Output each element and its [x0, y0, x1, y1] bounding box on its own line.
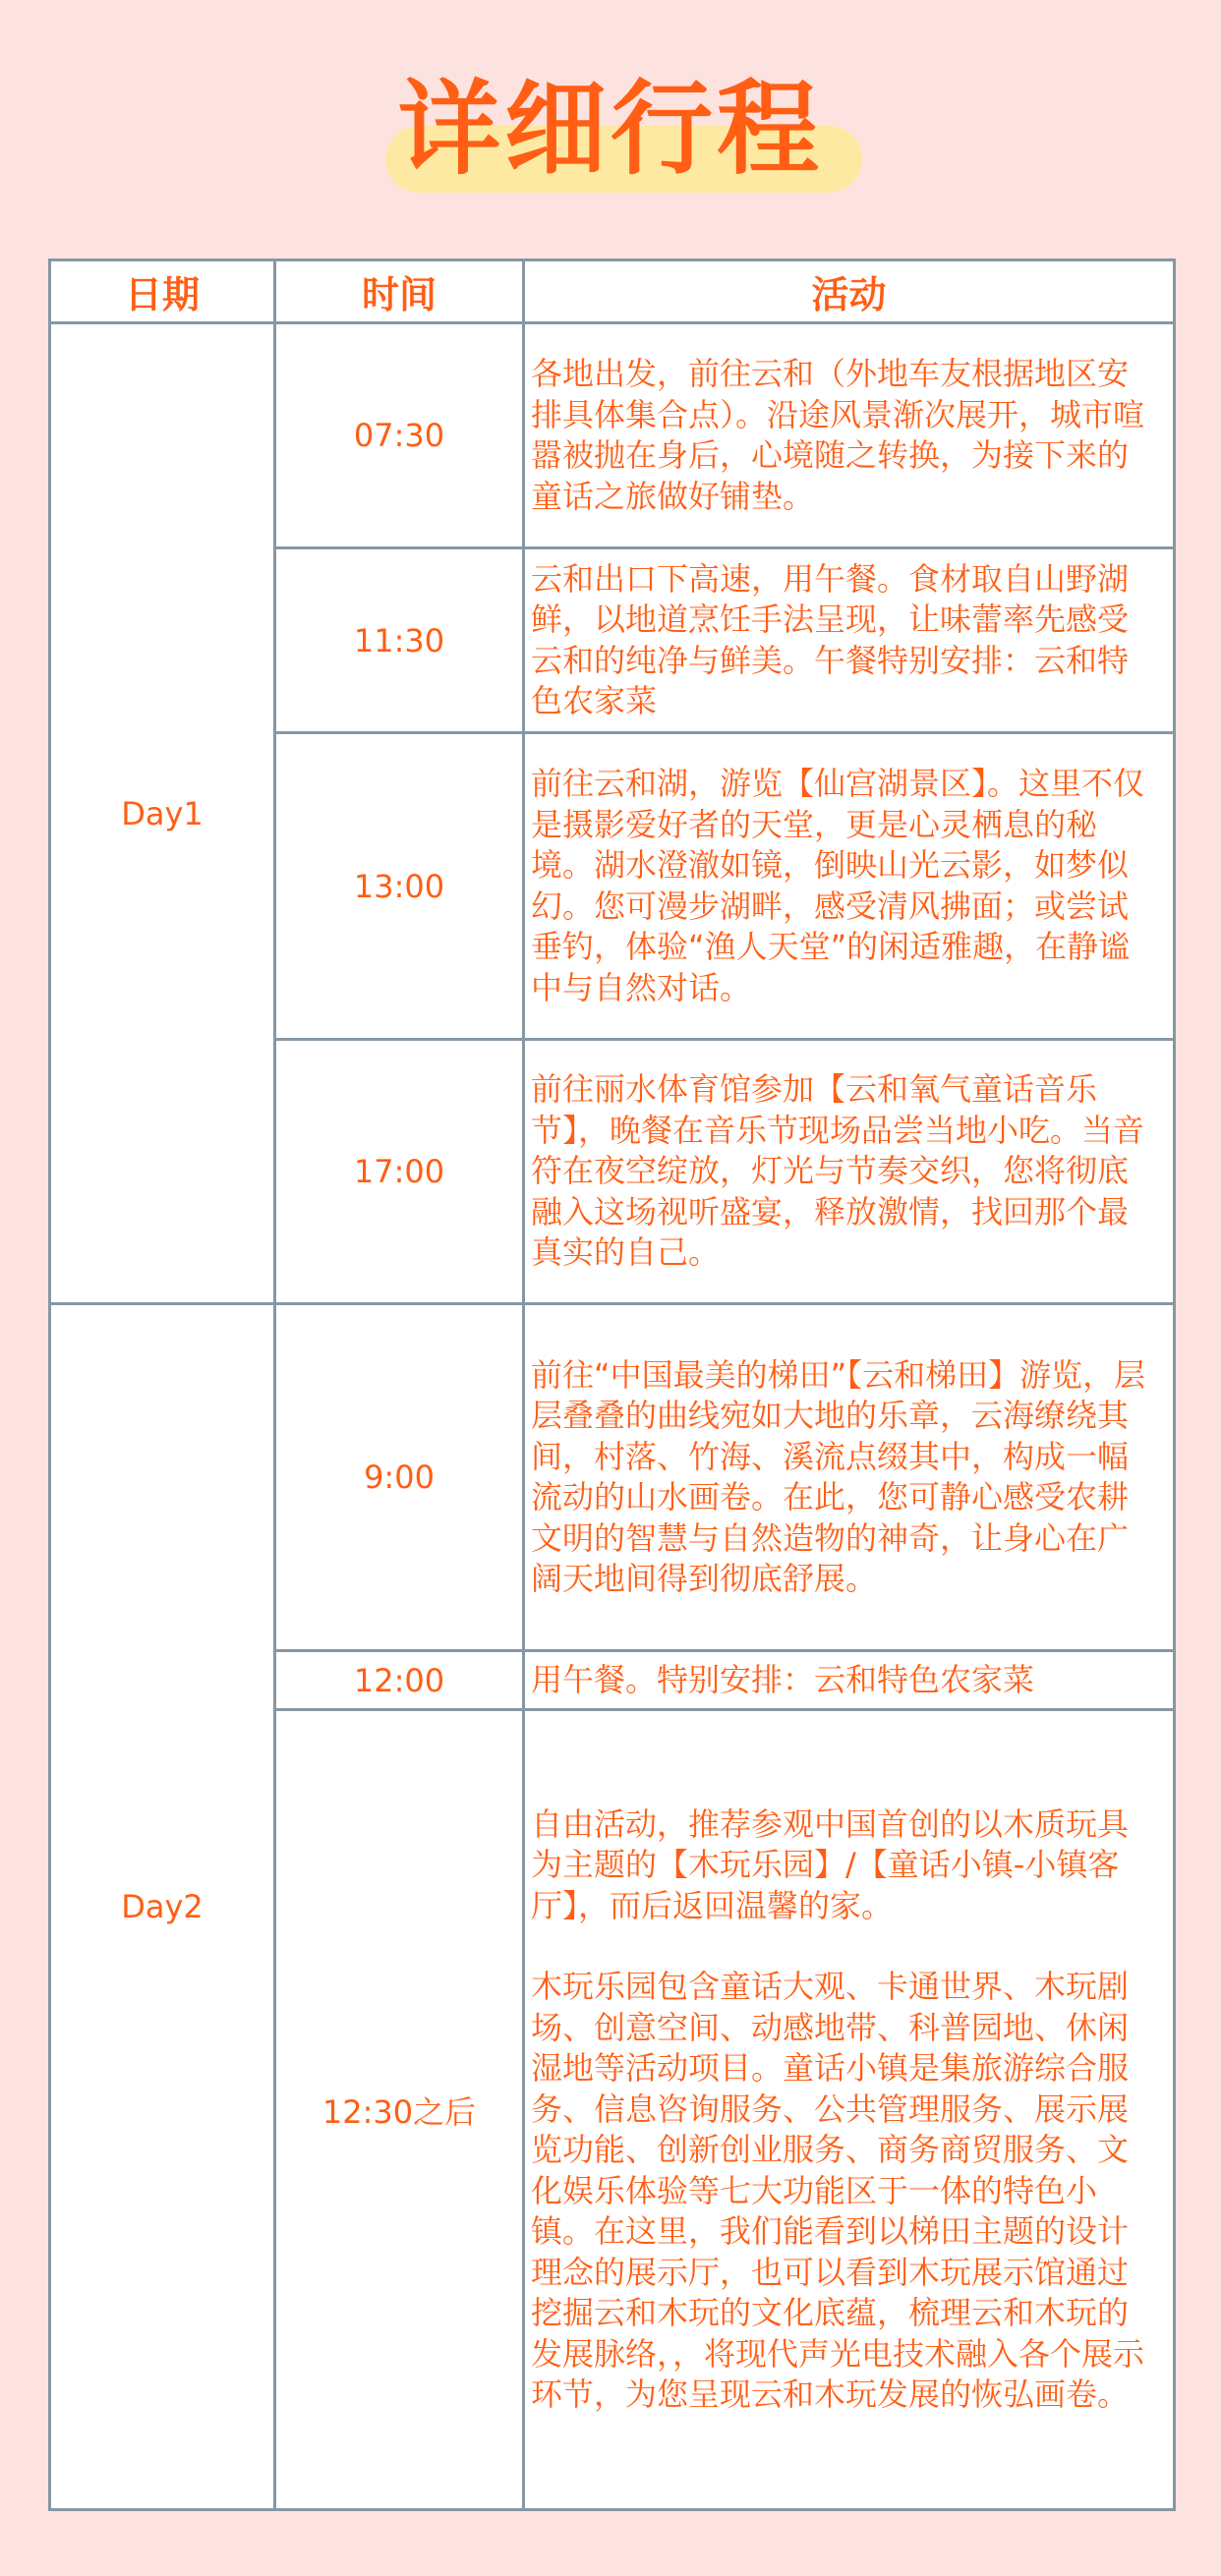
table-header-row — [50, 260, 1175, 323]
day-cell-day2: Day2 — [50, 1304, 275, 2510]
time-cell: 11:30 — [275, 548, 524, 733]
activity-text: 木玩乐园包含童话大观、卡通世界、木玩剧场、创意空间、动感地带、科普园地、休闲湿地等活动项目。童话小镇是集旅游综合服务、信息咨询服务、公共管理服务、展示展览功能、创新创业服务、商务商贸服务、文化娱乐体验等七大功能区于一体的特色小镇。在这里，我们能看到以梯田主题的设计理念的展示厅，也可以看到木玩展示馆通过挖掘云和木玩的文化底蕴，梳理云和木玩的发展脉络，，将现代声光电技术融入各个展示环节，为您呈现云和木玩发展的恢弘画卷。 — [531, 1968, 1145, 2413]
activity-text: 各地出发，前往云和（外地车友根据地区安排具体集合点）。沿途风景渐次展开，城市喧嚣被抛在身后，心境随之转换，为接下来的童话之旅做好铺垫。 — [531, 355, 1145, 515]
activity-cell — [524, 733, 1175, 1040]
table-row — [50, 323, 1175, 548]
activity-cell — [524, 1040, 1175, 1304]
time-cell: 12:00 — [275, 1651, 524, 1710]
activity-text: 自由活动，推荐参观中国首创的以木质玩具为主题的【木玩乐园】/【童话小镇-小镇客厅】，而后返回温馨的家。 — [531, 1804, 1130, 1924]
header-date: 日期 — [50, 260, 275, 323]
activity-text: 前往云和湖，游览【仙宫湖景区】。这里不仅是摄影爱好者的天堂，更是心灵栖息的秘境。湖水澄澈如镜，倒映山光云影，如梦似幻。您可漫步湖畔，感受清风拂面；或尝试垂钓，体验“渔人天堂”的闲适雅趣，在静谧中与自然对话。 — [531, 765, 1145, 1006]
activity-cell — [524, 548, 1175, 733]
activity-text: 前往“中国最美的梯田”【云和梯田】游览，层层叠叠的曲线宛如大地的乐章，云海缭绕其间，村落、竹海、溪流点缀其中，构成一幅流动的山水画卷。在此，您可静心感受农耕文明的智慧与自然造物的神奇，让身心在广阔天地间得到彻底舒展。 — [531, 1355, 1146, 1597]
time-cell: 07:30 — [275, 323, 524, 548]
itinerary-table — [48, 258, 1176, 2511]
activity-text: 用午餐。特别安排：云和特色农家菜 — [531, 1660, 1035, 1698]
activity-cell — [524, 323, 1175, 548]
activity-text: 云和出口下高速，用午餐。食材取自山野湖鲜，以地道烹饪手法呈现，让味蕾率先感受云和的纯净与鲜美。午餐特别安排：云和特色农家菜 — [531, 559, 1130, 719]
day-cell-day1: Day1 — [50, 323, 275, 1304]
title-area — [0, 59, 1221, 206]
activity-cell — [524, 1651, 1175, 1710]
time-cell: 13:00 — [275, 733, 524, 1040]
time-cell: 17:00 — [275, 1040, 524, 1304]
time-cell: 9:00 — [275, 1304, 524, 1651]
activity-cell — [524, 1710, 1175, 2510]
time-cell: 12:30之后 — [275, 1710, 524, 2510]
page-title: 详细行程 — [397, 69, 823, 189]
activity-text: 前往丽水体育馆参加【云和氧气童话音乐节】，晚餐在音乐节现场品尝当地小吃。当音符在夜空绽放，灯光与节奏交织，您将彻底融入这场视听盛宴，释放激情，找回那个最真实的自己。 — [531, 1070, 1145, 1272]
header-time: 时间 — [275, 260, 524, 323]
activity-cell — [524, 1304, 1175, 1651]
table-row — [50, 1304, 1175, 1651]
header-activity: 活动 — [524, 260, 1175, 323]
